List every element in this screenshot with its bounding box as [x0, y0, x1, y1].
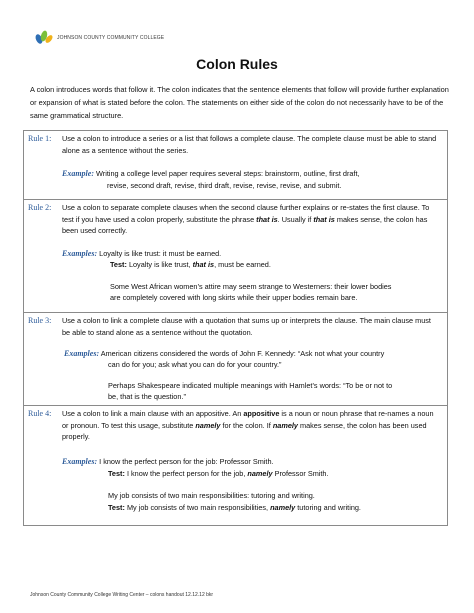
rule-4-test-1: Test: I know the perfect person for the job, namely Professor Smith. [108, 469, 329, 478]
rule-1-example-cont: revise, second draft, revise, third draft, revise, revise, revise, and submit. [107, 181, 342, 190]
rule-4-label: Rule 4: [28, 409, 52, 418]
rule-2-example-1 [62, 248, 221, 260]
test-label: Test: [108, 503, 125, 512]
examples-label: Examples: [64, 349, 100, 358]
leaf-logo-icon [33, 28, 55, 46]
rule-4-box [23, 405, 448, 526]
example-line: I know the perfect person for the job: Professor Smith. [99, 457, 274, 466]
rule-3-text: Use a colon to link a complete clause with a quotation that sums up or interprets the clause. The main clause must be able to stand alone as a sentence without the quotation. [62, 316, 431, 337]
rule-2-box [23, 199, 448, 312]
examples-label: Examples: [62, 457, 98, 466]
rule-4-example-1 [62, 456, 274, 468]
rule-1-example [62, 168, 360, 180]
rule-2-label: Rule 2: [28, 203, 52, 212]
rule-1-box [23, 130, 448, 199]
examples-label: Examples: [62, 249, 98, 258]
rule-3-example-1 [64, 348, 384, 360]
example-line: Loyalty is like trust: it must be earned. [99, 249, 222, 258]
rule-2-example-2-cont: are completely covered with long skirts while their upper bodies remain bare. [110, 293, 358, 302]
college-name: JOHNSON COUNTY COMMUNITY COLLEGE [57, 35, 165, 41]
page-footer: Johnson County Community College Writing Center – colons handout 12.12.12 bkr [30, 592, 214, 598]
rule-3-box [23, 312, 448, 405]
rule-1-text: Use a colon to introduce a series or a list that follows a complete clause. The complete clause must be able to stand alone as a sentence without the series. [62, 134, 437, 155]
rule-2-example-2: Some West African women’s attire may seem strange to Westerners: their lower bodies [110, 282, 392, 291]
rule-4-example-2: My job consists of two main responsibilities: tutoring and writing. [108, 491, 315, 500]
rule-3-example-2-cont: be, that is the question.” [108, 392, 186, 401]
test-label: Test: [108, 469, 125, 478]
example-line: Writing a college level paper requires several steps: brainstorm, outline, first draft, [96, 169, 360, 178]
example-label: Example: [62, 169, 94, 178]
rule-4-text: Use a colon to link a main clause with an appositive. An appositive is a noun or noun phrase that re-names a noun or pronoun. To test this usage, substitute namely for the colon. If namely makes sense, the colon has been used properly. [62, 409, 434, 441]
rule-3-example-2: Perhaps Shakespeare indicated multiple meanings with Hamlet’s words: “To be or not to [108, 381, 393, 390]
test-label: Test: [110, 260, 127, 269]
example-line: American citizens considered the words of John F. Kennedy: “Ask not what your country [100, 349, 385, 358]
rule-4-test-2: Test: My job consists of two main responsibilities, namely tutoring and writing. [108, 503, 361, 512]
rule-2-test-1: Test: Loyalty is like trust, that is, must be earned. [110, 260, 271, 269]
rule-1-label: Rule 1: [28, 134, 52, 143]
rule-3-label: Rule 3: [28, 316, 52, 325]
intro-paragraph: A colon introduces words that follow it. The colon indicates that the sentence elements that follow will provide further explanation or expansion of what is stated before the colon. The statements on either side of the colon do not necessarily have to be of the same grammatical structure. [30, 85, 449, 121]
rule-2-text: Use a colon to separate complete clauses when the second clause further explains or re-states the first clause. To test if you have used a colon properly, substitute the phrase that is. Usually if that is makes sense, the colon has been used correctly. [62, 203, 430, 235]
rule-3-example-1-cont: can do for you; ask what you can do for your country.” [108, 360, 282, 369]
page-title: Colon Rules [196, 56, 278, 72]
